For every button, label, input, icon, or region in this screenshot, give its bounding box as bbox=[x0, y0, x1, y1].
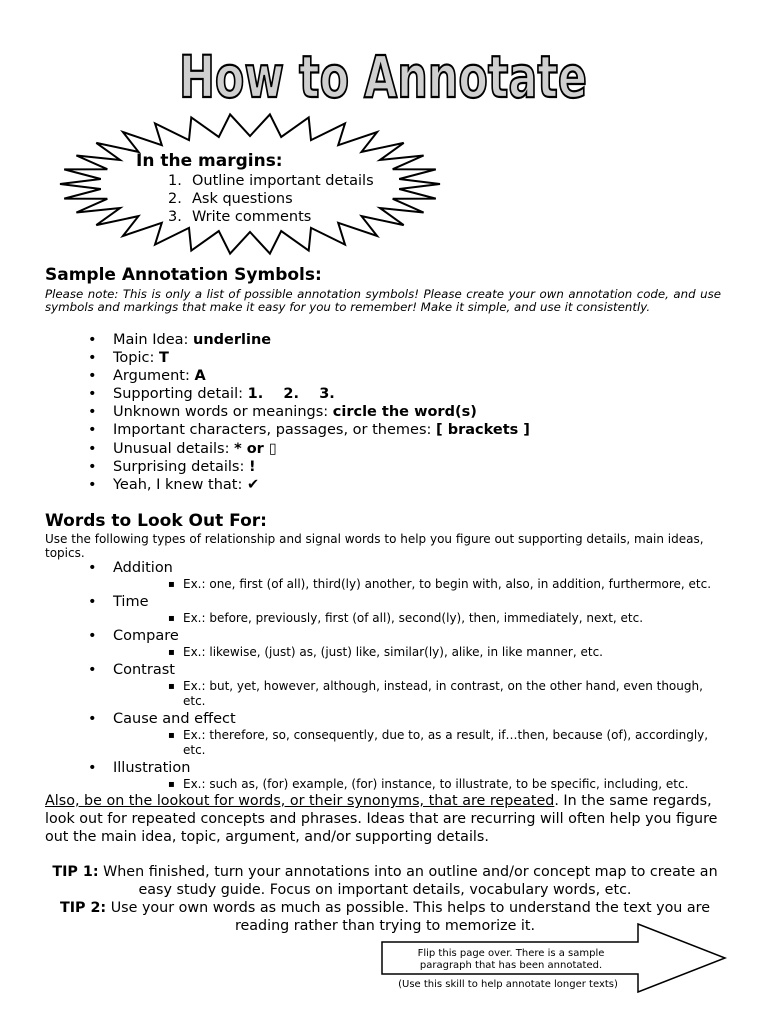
tip-2: TIP 2: Use your own words as much as possible. This helps to understand the text you are reading rather than trying to memorize it. bbox=[59, 900, 711, 934]
repeated-words-paragraph: Also, be on the lookout for words, or their synonyms, that are repeated. In the same regards, look out for repeated concepts and phrases. Ideas that are recurring will often help you figure out the main idea, topic, argument, and/or supporting details. bbox=[45, 793, 718, 845]
word-example: ▪ Ex.: such as, (for) example, (for) instance, to illustrate, to be specific, including, etc. bbox=[158, 777, 718, 792]
symbol-item: • Surprising details: ! bbox=[88, 458, 530, 476]
word-category: • Time ▪ Ex.: before, previously, first (of all), second(ly), then, immediately, next, etc. bbox=[88, 594, 718, 626]
page-title bbox=[0, 30, 768, 105]
margins-item: 2. Ask questions bbox=[168, 191, 293, 207]
symbol-item: • Unusual details: * or ▯ bbox=[88, 440, 530, 458]
arrow-text: Flip this page over. There is a sample paragraph that has been annotated. bbox=[417, 948, 605, 971]
word-category: • Contrast ▪ Ex.: but, yet, however, although, instead, in contrast, on the other hand, even though, etc. bbox=[88, 662, 718, 709]
symbols-note: Please note: This is only a list of possible annotation symbols! Please create your own annotation code, and use symbols and markings that make it easy for you to remember! Make it simple, and use it consistently. bbox=[45, 287, 721, 314]
tip-1: TIP 1: When finished, turn your annotations into an outline and/or concept map to create an easy study guide. Focus on important details, vocabulary words, etc. bbox=[52, 864, 718, 898]
margins-list bbox=[168, 172, 374, 226]
margins-heading: In the margins: bbox=[136, 151, 283, 171]
word-example: ▪ Ex.: one, first (of all), third(ly) another, to begin with, also, in addition, furthermore, etc. bbox=[158, 577, 718, 592]
words-description: Use the following types of relationship and signal words to help you figure out supporting details, main ideas, topics. bbox=[45, 532, 704, 560]
word-example: ▪ Ex.: but, yet, however, although, instead, in contrast, on the other hand, even though, etc. bbox=[158, 679, 718, 709]
word-category: • Illustration ▪ Ex.: such as, (for) example, (for) instance, to illustrate, to be specific, including, etc. bbox=[88, 760, 718, 792]
margins-item: 3. Write comments bbox=[168, 209, 312, 225]
symbol-item: • Main Idea: underline bbox=[88, 331, 530, 349]
title-text: How to Annotate bbox=[179, 43, 587, 105]
check-icon: ✔ bbox=[246, 476, 260, 493]
symbol-item: • Supporting detail: 1. 2. 3. bbox=[88, 385, 530, 403]
symbol-item: • Unknown words or meanings: circle the word(s) bbox=[88, 403, 530, 421]
symbol-item: • Yeah, I knew that: ✔ bbox=[88, 476, 530, 494]
symbols-heading: Sample Annotation Symbols: bbox=[45, 265, 322, 285]
symbol-item: • Argument: A bbox=[88, 367, 530, 385]
symbol-item: • Topic: T bbox=[88, 349, 530, 367]
words-list bbox=[88, 560, 718, 794]
word-category: • Compare ▪ Ex.: likewise, (just) as, (just) like, similar(ly), alike, in like manner, etc. bbox=[88, 628, 718, 660]
symbols-list bbox=[88, 331, 530, 494]
word-example: ▪ Ex.: therefore, so, consequently, due to, as a result, if…then, because (of), accordingly, etc. bbox=[158, 728, 718, 758]
word-example: ▪ Ex.: before, previously, first (of all), second(ly), then, immediately, next, etc. bbox=[158, 611, 718, 626]
symbol-item: • Important characters, passages, or themes: [ brackets ] bbox=[88, 421, 530, 439]
arrow-note: (Use this skill to help annotate longer texts) bbox=[398, 979, 618, 990]
word-category: • Addition ▪ Ex.: one, first (of all), third(ly) another, to begin with, also, in addition, furthermore, etc. bbox=[88, 560, 718, 592]
words-heading: Words to Look Out For: bbox=[45, 511, 267, 531]
word-category: • Cause and effect ▪ Ex.: therefore, so, consequently, due to, as a result, if…then, because (of), accordingly, etc. bbox=[88, 711, 718, 758]
word-example: ▪ Ex.: likewise, (just) as, (just) like, similar(ly), alike, in like manner, etc. bbox=[158, 645, 718, 660]
margins-item: 1. Outline important details bbox=[168, 173, 374, 189]
